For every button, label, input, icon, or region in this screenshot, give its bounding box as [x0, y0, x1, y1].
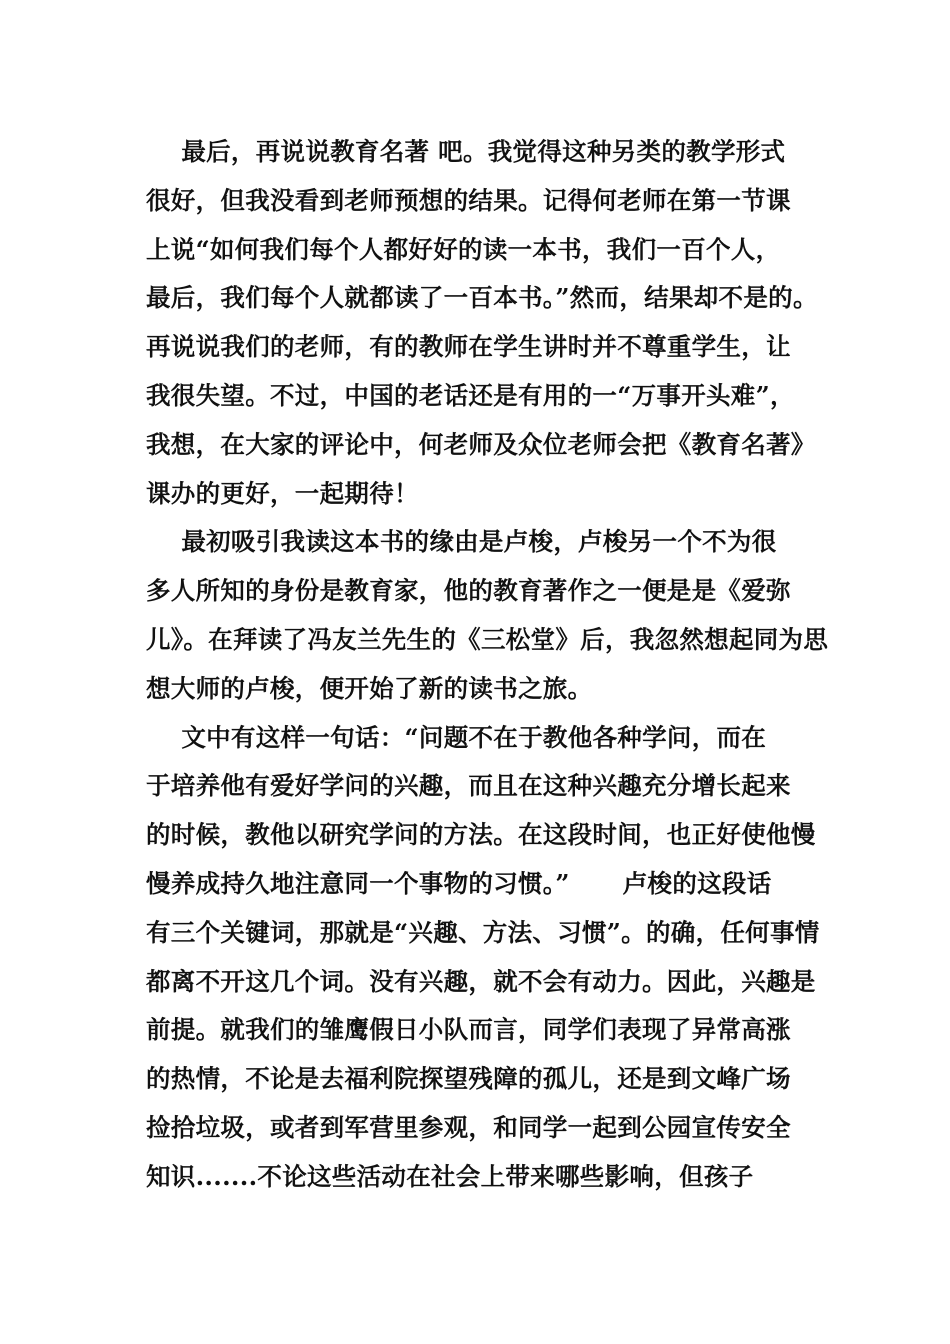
text-line: 上说“如何我们每个人都好好的读一本书，我们一百个人， — [146, 234, 781, 264]
text-line: 前提。就我们的雏鹰假日小队而言，同学们表现了异常高涨 — [146, 1015, 791, 1045]
text-line: 最后，再说说教育名著 吧。我觉得这种另类的教学形式 — [146, 137, 786, 166]
text-line: 的时候，教他以研究学问的方法。在这段时间，也正好使他慢 — [146, 820, 816, 850]
text-line: 的热情，不论是去福利院探望残障的孤儿，还是到文峰广场 — [146, 1064, 791, 1094]
text-line: 课办的更好，一起期待！ — [146, 478, 419, 508]
text-line: 都离不开这几个词。没有兴趣，就不会有动力。因此，兴趣是 — [146, 966, 816, 996]
text-line: 最初吸引我读这本书的缘由是卢梭，卢梭另一个不为很 — [146, 527, 777, 557]
text-line: 想大师的卢梭，便开始了新的读书之旅。 — [146, 673, 593, 703]
text-line: 我很失望。不过，中国的老话还是有用的一“万事开头难”， — [146, 380, 795, 410]
text-line: 文中有这样一句话：“问题不在于教他各种学问，而在 — [146, 722, 767, 752]
essay-text — [146, 128, 829, 1202]
text-line: 我想，在大家的评论中，何老师及众位老师会把《教育名著》 — [146, 429, 816, 459]
text-line: 慢养成持久地注意同一个事物的习惯。” 卢梭的这段话 — [146, 868, 772, 898]
text-line: 多人所知的身份是教育家，他的教育著作之一便是是《爱弥 — [146, 576, 791, 606]
text-line: 再说说我们的老师，有的教师在学生讲时并不尊重学生，让 — [146, 332, 791, 362]
text-line: 于培养他有爱好学问的兴趣，而且在这种兴趣充分增长起来 — [146, 771, 791, 801]
text-line: 很好，但我没看到老师预想的结果。记得何老师在第一节课 — [146, 185, 791, 215]
text-line: 知识.......不论这些活动在社会上带来哪些影响，但孩子 — [146, 1161, 754, 1191]
text-line: 捡拾垃圾，或者到军营里参观，和同学一起到公园宣传安全 — [146, 1112, 791, 1142]
text-line: 有三个关键词，那就是“兴趣、方法、习惯”。的确，任何事情 — [146, 917, 820, 947]
text-line: 儿》。在拜读了冯友兰先生的《三松堂》后，我忽然想起同为思 — [146, 624, 829, 654]
text-line: 最后，我们每个人就都读了一百本书。”然而，结果却不是的。 — [146, 283, 818, 313]
